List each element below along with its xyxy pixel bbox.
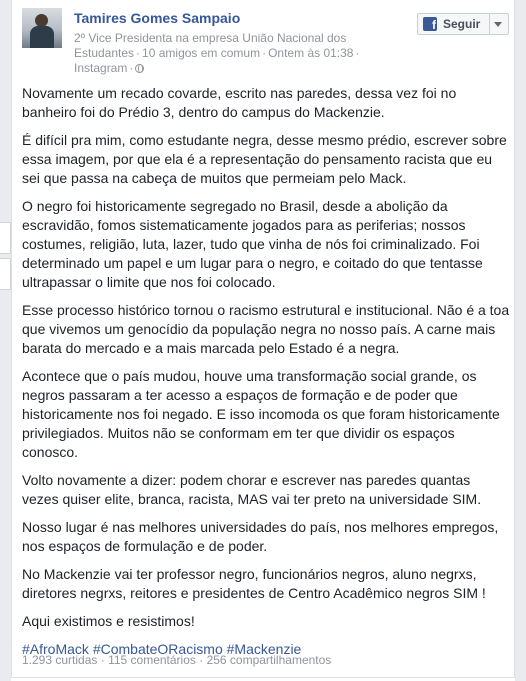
right-page-edge [515,0,526,681]
hashtag-link[interactable]: #CombateORacismo [92,641,223,657]
post-meta: 2º Vice Presidenta na empresa União Nacional dos Estudantes · 10 amigos em comum · Ontem às 01:38 · Instagram · [74,31,360,75]
post-paragraph: Esse processo histórico tornou o racismo estrutural e institucional. Não é a toa que vivemos um genocídio da população negra no nosso país. A carne mais barata do mercado e a mais marcada pelo Estado é a negra. [22,302,510,356]
post-paragraph: É difícil pra mim, como estudante negra, desse mesmo prédio, escrever sobre essa imagem, por que ela é a representação do pensamento racista que eu sei que passa na cabeça de muitos que permeiam pelo Mack. [22,132,507,186]
post-paragraph: Acontece que o país mudou, houve uma transformação social grande, os negros passaram a ter acesso a espaços de formação e de poder que historicamente nos foi negado. E isso incomoda os que foram historicamente privilegiados. Muitos não se conformam em ter que dividir os espaços conosco. [22,368,500,460]
facebook-icon: f [423,17,437,31]
post-paragraph: Aqui existimos e resistimos! [22,613,195,629]
avatar[interactable] [22,8,62,48]
hashtag-link[interactable]: #Mackenzie [226,641,302,657]
comments-count[interactable]: 115 comentários [108,653,196,667]
left-page-edge [0,0,11,681]
post-paragraph: Novamente um recado covarde, escrito nas paredes, dessa vez foi no banheiro foi do Prédio 3, dentro do campus do Mackenzie. [22,85,457,120]
post-body [22,84,510,668]
likes-count[interactable]: 1.293 curtidas [22,653,98,667]
post-stats: 1.293 curtidas · 115 comentários · 256 compartilhamentos [22,653,332,667]
meta-mutual-friends[interactable]: 10 amigos em comum [142,46,261,60]
post-paragraph: O negro foi historicamente segregado no Brasil, desde a abolição da escravidão, fomos sistematicamente jogados para as periferias; nossos costumes, religião, luta, lazer, tudo que vinha de nós foi criminalizado. Foi determinado um papel e um lugar para o negro, e coitado do que tentasse ultrapassar o limite que nos foi colocado. [22,198,483,290]
shares-count[interactable]: 256 compartilhamentos [206,653,332,667]
hashtag-link[interactable]: #AfroMack [22,641,89,657]
globe-icon [135,64,144,73]
left-edge-tab [0,258,11,290]
follow-label: Seguir [443,17,481,31]
meta-source[interactable]: Instagram [74,61,128,75]
left-edge-tab [0,222,11,254]
meta-role: 2º Vice Presidenta na empresa [74,31,239,45]
chevron-down-icon[interactable] [494,22,502,27]
author-name[interactable]: Tamires Gomes Sampaio [74,10,241,26]
meta-timestamp[interactable]: Ontem às 01:38 [268,46,354,60]
follow-button[interactable] [417,13,509,35]
post-paragraph: No Mackenzie vai ter professor negro, funcionários negros, aluno negrxs, diretores negrxs, reitores e presidentes de Centro Acadêmico negros SIM ! [22,566,486,601]
post-header [22,8,512,78]
post-card [11,0,515,678]
post-paragraph: Volto novamente a dizer: podem chorar e escrever nas paredes quantas vezes quiser elite, branca, racista, MAS vai ter preto na universidade SIM. [22,472,482,507]
post-paragraph: Nosso lugar é nas melhores universidades do país, nos melhores empregos, nos espaços de formulação e de poder. [22,519,499,554]
meta-company-link[interactable]: União Nacional dos Estudantes [74,31,347,60]
